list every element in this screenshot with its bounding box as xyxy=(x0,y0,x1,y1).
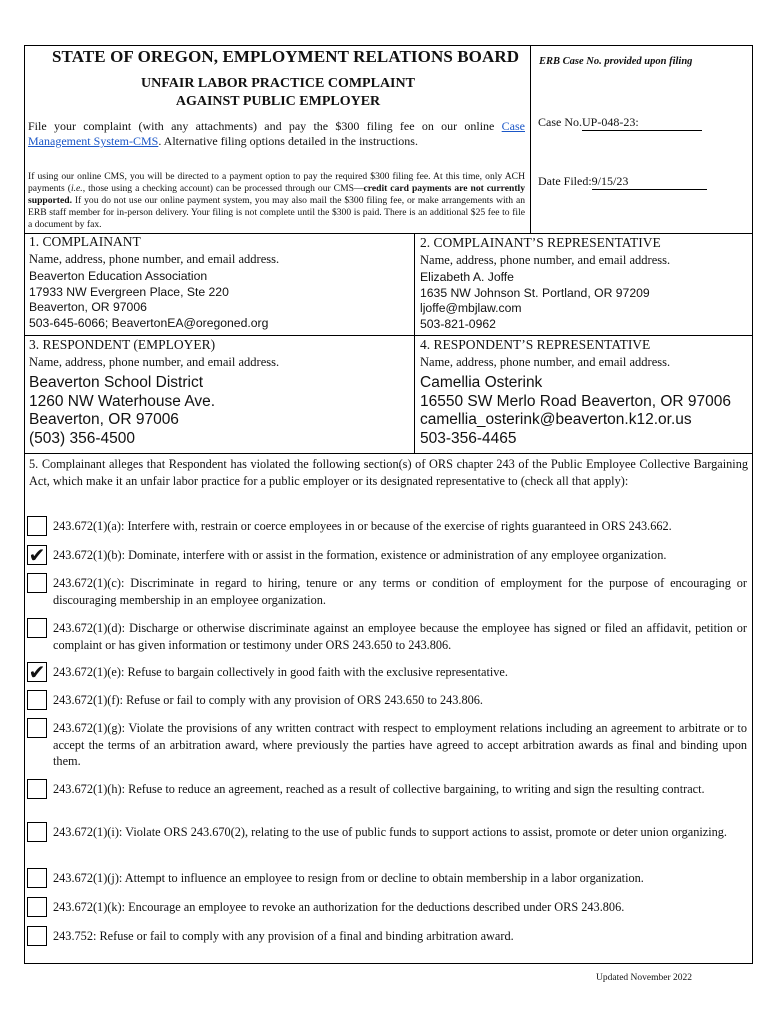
cms-note-text: If using our online CMS, you will be directed to a payment option to pay the required $300 filing fee. At this time, only ACH payments ( xyxy=(28,171,525,194)
violation-checkbox[interactable] xyxy=(27,618,47,638)
violation-text: 243.672(1)(b): Dominate, interfere with or assist in the formation, existence or administration of any employee organization. xyxy=(53,548,667,562)
violation-text: 243.672(1)(e): Refuse to bargain collectively in good faith with the exclusive representative. xyxy=(53,665,508,679)
complainant-line: 17933 NW Evergreen Place, Ste 220 xyxy=(29,284,229,299)
violation-checkbox[interactable] xyxy=(27,545,47,565)
complainant-line: Beaverton Education Association xyxy=(29,269,208,283)
violation-checkbox[interactable] xyxy=(27,662,47,682)
cms-payment-note xyxy=(28,171,525,231)
respondent-rep-heading: 4. RESPONDENT’S REPRESENTATIVE xyxy=(420,337,651,352)
date-filed-label: Date Filed: xyxy=(538,174,592,188)
checkmark-icon: ✔ xyxy=(28,660,46,684)
complainant-line: 503-645-6066; BeavertonEA@oregoned.org xyxy=(29,315,269,330)
complainant-line: Beaverton, OR 97006 xyxy=(29,300,147,314)
violation-checkbox[interactable] xyxy=(27,690,47,710)
respondent-rep-line: 16550 SW Merlo Road Beaverton, OR 97006 xyxy=(420,392,732,410)
violation-text: 243.752: Refuse or fail to comply with any provision of a final and binding arbitration award. xyxy=(53,929,514,943)
violation-text: 243.672(1)(f): Refuse or fail to comply with any provision of ORS 243.650 to 243.806. xyxy=(53,693,484,707)
violation-checkbox[interactable] xyxy=(27,718,47,738)
respondent-heading: 3. RESPONDENT (EMPLOYER) xyxy=(29,337,216,352)
violation-text: 243.672(1)(h): Refuse to reduce an agreement, reached as a result of collective bargaining, to writing and sign the resulting contract. xyxy=(53,782,705,796)
case-number-row xyxy=(538,115,702,131)
violation-text: 243.672(1)(d): Discharge or otherwise discriminate against an employee because the employee has signed or filed an affidavit, petition or complaint or has given information or testimony under ORS 243.650 to 243.806. xyxy=(53,621,747,652)
respondent-section xyxy=(29,337,411,448)
cms-note-mid: , those using a checking account) can be processed through our CMS— xyxy=(82,183,364,194)
respondent-line: 1260 NW Waterhouse Ave. xyxy=(29,392,216,410)
form-subtitle-line2: AGAINST PUBLIC EMPLOYER xyxy=(175,94,381,109)
respondent-rep-line: 503-356-4465 xyxy=(420,429,517,447)
respondent-rep-info[interactable] xyxy=(420,374,752,448)
parties-center-divider xyxy=(414,233,415,453)
respondent-rep-line: Camellia Osterink xyxy=(420,374,543,391)
violation-checkbox[interactable] xyxy=(27,868,47,888)
respondent-info[interactable] xyxy=(29,374,411,448)
complainant-rep-section xyxy=(420,235,750,332)
case-number-label: Case No. xyxy=(538,115,582,129)
complainant-section xyxy=(29,234,411,331)
violation-text: 243.672(1)(k): Encourage an employee to revoke an authorization for the deductions described under ORS 243.806. xyxy=(53,900,625,914)
checkmark-icon: ✔ xyxy=(28,543,46,567)
violation-text: 243.672(1)(g): Violate the provisions of any written contract with respect to employment relations including an agreement to arbitrate or to accept the terms of an arbitration award, where previously the parties have agreed to accept arbitration awards as final and binding upon them. xyxy=(53,721,747,768)
complainant-rep-heading: 2. COMPLAINANT’S REPRESENTATIVE xyxy=(420,235,661,250)
complainant-rep-line: ljoffe@mbjlaw.com xyxy=(420,301,522,315)
form-subtitle xyxy=(28,75,528,111)
case-number-field[interactable]: UP-048-23: xyxy=(582,115,702,131)
violation-text: 243.672(1)(i): Violate ORS 243.670(2), relating to the use of public funds to support actions to assist, promote or deter union organizing. xyxy=(53,825,728,839)
violation-text: 243.672(1)(c): Discriminate in regard to hiring, tenure or any terms or condition of employment for the purpose of encouraging or discouraging membership in an employee organization. xyxy=(53,576,747,607)
complainant-rep-subheading: Name, address, phone number, and email address. xyxy=(420,253,671,267)
complainant-heading: 1. COMPLAINANT xyxy=(29,234,141,249)
violation-checkbox[interactable] xyxy=(27,516,47,536)
violation-checkbox[interactable] xyxy=(27,926,47,946)
respondent-subheading: Name, address, phone number, and email address. xyxy=(29,355,280,369)
respondent-line: Beaverton School District xyxy=(29,374,204,391)
date-filed-field[interactable]: 9/15/23 xyxy=(592,174,707,190)
parties-middle-rule xyxy=(24,335,753,336)
respondent-line: (503) 356-4500 xyxy=(29,429,135,447)
filing-instructions xyxy=(28,119,525,149)
cms-link[interactable]: Case Management System-CMS xyxy=(28,119,525,148)
complainant-rep-line: Elizabeth A. Joffe xyxy=(420,270,514,284)
filing-instructions-tail: . Alternative filing options detailed in the instructions. xyxy=(158,134,418,148)
respondent-rep-subheading: Name, address, phone number, and email address. xyxy=(420,355,671,369)
complainant-rep-line: 1635 NW Johnson St. Portland, OR 97209 xyxy=(420,285,650,300)
cms-note-tail: If you do not use our online payment system, you may also mail the $300 filing fee, or make arrangements with an ERB staff member for in-person delivery. Your filing is not complete until the $300 is paid. There is an additional $25 fee to file a document by fax. xyxy=(28,195,525,230)
form-title: STATE OF OREGON, EMPLOYMENT RELATIONS BOARD xyxy=(52,47,520,66)
complainant-rep-line: 503-821-0962 xyxy=(420,316,496,331)
filing-instructions-text: File your complaint (with any attachments) and pay the $300 filing fee on our online xyxy=(28,119,495,133)
allegations-intro: 5. Complainant alleges that Respondent has violated the following section(s) of ORS chapter 243 of the Public Employee Collective Bargaining Act, which make it an unfair labor practice for a public employer or its designated representative to (check all that apply): xyxy=(29,457,748,488)
complainant-subheading: Name, address, phone number, and email address. xyxy=(29,252,280,266)
violation-text: 243.672(1)(a): Interfere with, restrain or coerce employees in or because of the exercise of rights guaranteed in ORS 243.662. xyxy=(53,519,672,533)
cms-note-bold: credit card payments are not currently supported. xyxy=(28,183,525,206)
complainant-info[interactable] xyxy=(29,269,411,331)
respondent-rep-line: camellia_osterink@beaverton.k12.or.us xyxy=(420,411,692,428)
form-subtitle-line1: UNFAIR LABOR PRACTICE COMPLAINT xyxy=(141,76,415,91)
violation-checkbox[interactable] xyxy=(27,779,47,799)
erb-case-heading: ERB Case No. provided upon filing xyxy=(539,56,693,67)
footer-updated-date: Updated November 2022 xyxy=(596,973,693,983)
respondent-rep-section xyxy=(420,337,752,448)
erb-box-divider xyxy=(530,45,531,233)
complainant-rep-info[interactable] xyxy=(420,270,750,332)
violation-checkbox[interactable] xyxy=(27,822,47,842)
parties-bottom-rule xyxy=(24,453,753,454)
violation-text: 243.672(1)(j): Attempt to influence an employee to resign from or decline to obtain membership in a labor organization. xyxy=(53,871,644,885)
date-filed-row xyxy=(538,174,707,190)
cms-note-ie: i.e. xyxy=(70,183,83,194)
respondent-line: Beaverton, OR 97006 xyxy=(29,411,179,428)
violation-checkbox[interactable] xyxy=(27,573,47,593)
violation-checkbox[interactable] xyxy=(27,897,47,917)
